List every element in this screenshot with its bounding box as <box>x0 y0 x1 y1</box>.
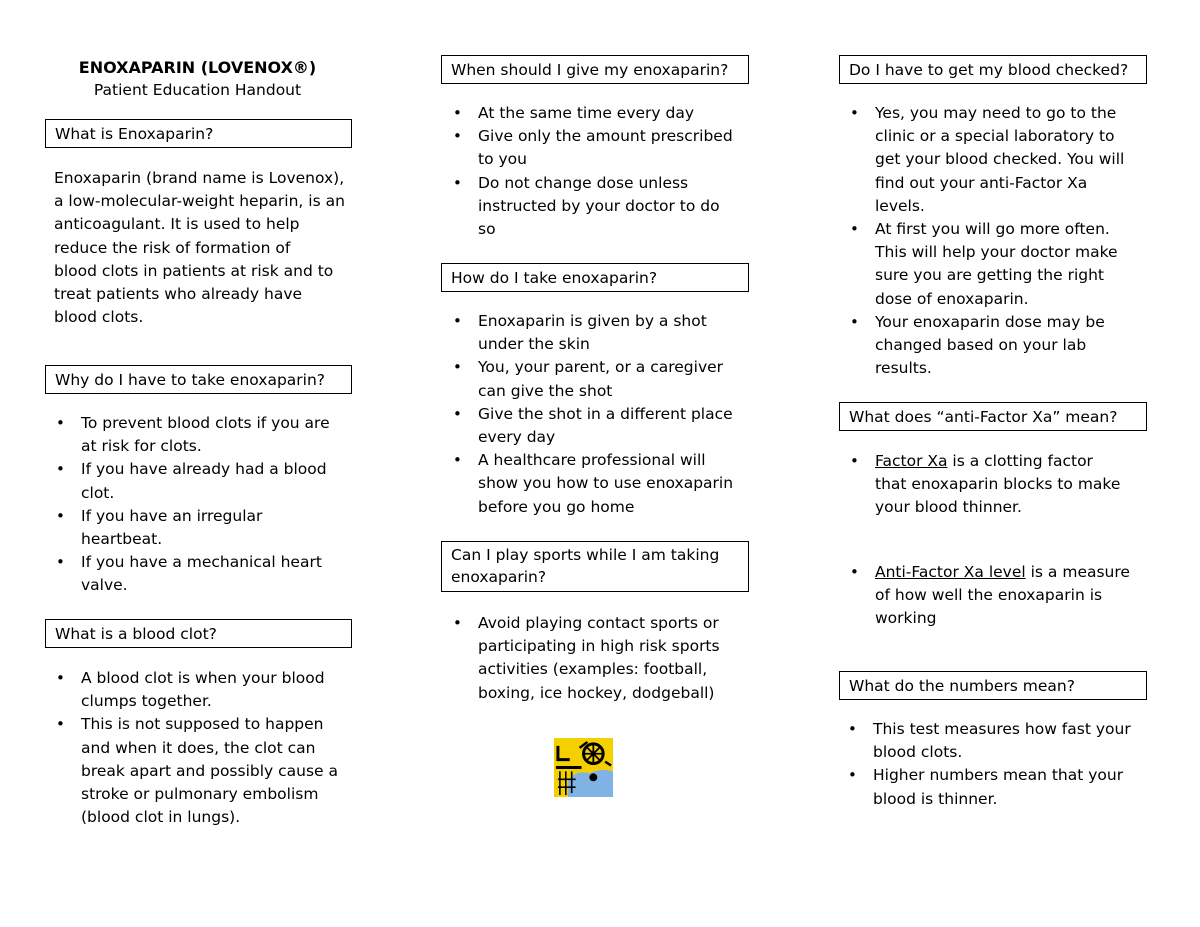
item-line: • At first you will go more often. <box>875 220 1110 239</box>
item-line: • This is not supposed to happen <box>81 715 324 734</box>
item-line: sure you are getting the right <box>875 266 1105 285</box>
item-line: • You, your parent, or a caregiver <box>478 358 724 377</box>
heading-text: How do I take enoxaparin? <box>451 269 658 287</box>
list-item <box>451 125 771 171</box>
item-line: stroke or pulmonary embolism <box>81 785 319 804</box>
how-take-list <box>451 310 771 519</box>
item-line: • If you have an irregular <box>81 506 263 525</box>
blood-checked-list <box>848 102 1168 380</box>
paragraph-line: Enoxaparin (brand name is Lovenox), <box>54 169 345 187</box>
item-line: that enoxaparin blocks to make <box>875 475 1121 494</box>
heading-text: What does “anti-Factor Xa” mean? <box>849 408 1118 426</box>
item-text: is a measure <box>1025 563 1130 581</box>
heading-text: What is Enoxaparin? <box>55 125 214 143</box>
list-item <box>451 356 771 402</box>
item-line: valve. <box>81 576 128 595</box>
heading-text: What is a blood clot? <box>55 625 217 643</box>
list-item <box>54 412 374 458</box>
item-line: can give the shot <box>478 381 613 400</box>
list-item <box>848 218 1168 311</box>
heading-text: What do the numbers mean? <box>849 677 1075 695</box>
numbers-list <box>846 718 1168 811</box>
list-item <box>54 458 374 504</box>
item-line: • If you have already had a blood <box>81 460 327 479</box>
item-line: • A healthcare professional will <box>478 451 706 470</box>
heading-text: Why do I have to take enoxaparin? <box>55 371 326 389</box>
item-line: • Yes, you may need to go to the <box>875 104 1117 122</box>
item-text: is a clotting factor <box>947 452 1093 470</box>
heading-anti-factor <box>839 402 1147 431</box>
list-item <box>848 561 1168 631</box>
item-line: • Your enoxaparin dose may be <box>875 312 1105 331</box>
item-line: • If you have a mechanical heart <box>81 553 322 572</box>
heading-how-take <box>441 263 749 292</box>
page-subtitle: Patient Education Handout <box>93 81 302 99</box>
item-line: heartbeat. <box>81 530 163 549</box>
list-item <box>848 450 1168 520</box>
item-line: • To prevent blood clots if you are <box>81 414 330 432</box>
item-line: blood is thinner. <box>873 789 998 808</box>
list-item <box>451 310 771 356</box>
why-take-list <box>54 412 374 598</box>
item-line: results. <box>875 359 932 378</box>
item-line: get your blood checked. You will <box>875 150 1125 169</box>
sports-list <box>451 612 771 705</box>
heading-text-line-2: enoxaparin? <box>451 568 547 586</box>
heading-blood-checked <box>839 55 1147 84</box>
paragraph-line: a low-molecular-weight heparin, is an <box>54 192 345 211</box>
list-item <box>54 551 374 597</box>
item-line: and when it does, the clot can <box>81 738 316 757</box>
paragraph-line: reduce the risk of formation of <box>54 238 291 257</box>
item-line: so <box>478 220 496 239</box>
page-title: ENOXAPARIN (LOVENOX®) <box>78 58 317 77</box>
list-item <box>54 713 374 829</box>
item-line: activities (examples: football, <box>478 660 708 679</box>
item-line: participating in high risk sports <box>478 637 720 656</box>
list-item <box>451 449 771 519</box>
item-line: show you how to use enoxaparin <box>478 474 734 493</box>
list-item <box>848 102 1168 218</box>
item-line: • Higher numbers mean that your <box>873 766 1124 785</box>
item-line: • At the same time every day <box>478 104 695 122</box>
paragraph-line: anticoagulant. It is used to help <box>54 215 300 234</box>
item-line: • Do not change dose unless <box>478 173 689 192</box>
heading-numbers <box>839 671 1147 700</box>
list-item <box>54 505 374 551</box>
item-line: to you <box>478 150 527 169</box>
paragraph-line: blood clots. <box>54 308 144 327</box>
item-line: your blood thinner. <box>875 498 1022 517</box>
item-line: working <box>875 609 937 628</box>
item-line: instructed by your doctor to do <box>478 196 720 215</box>
list-item <box>846 764 1168 810</box>
paragraph-line: blood clots in patients at risk and to <box>54 261 334 280</box>
blood-clot-list <box>54 667 374 829</box>
item-line: find out your anti-Factor Xa <box>875 173 1088 192</box>
heading-text-line-1: Can I play sports while I am taking <box>451 546 720 564</box>
sports-clipart-icon <box>554 738 613 797</box>
heading-why-take <box>45 365 352 394</box>
heading-text: When should I give my enoxaparin? <box>451 61 729 79</box>
item-line: clot. <box>81 483 115 502</box>
when-give-list <box>451 102 771 241</box>
item-line: This will help your doctor make <box>875 243 1118 262</box>
item-line: changed based on your lab <box>875 336 1087 355</box>
item-line: (blood clot in lungs). <box>81 808 241 827</box>
what-is-paragraph <box>54 167 374 329</box>
anti-factor-list-2 <box>848 561 1168 631</box>
list-item <box>846 718 1168 764</box>
term-anti-factor-xa-level: Anti-Factor Xa level <box>875 563 1026 581</box>
item-line: • Give only the amount prescribed <box>478 127 733 146</box>
item-line: • Avoid playing contact sports or <box>478 614 719 632</box>
item-line: • This test measures how fast your <box>873 720 1131 738</box>
item-line: under the skin <box>478 335 590 354</box>
item-line: clumps together. <box>81 692 212 711</box>
item-line: • Enoxaparin is given by a shot <box>478 312 707 330</box>
list-item <box>451 102 771 125</box>
item-line: • A blood clot is when your blood <box>81 669 325 687</box>
item-line: dose of enoxaparin. <box>875 289 1029 308</box>
term-factor-xa: Factor Xa <box>875 452 948 470</box>
list-item <box>848 311 1168 381</box>
list-item <box>54 667 374 713</box>
item-line: clinic or a special laboratory to <box>875 127 1115 146</box>
item-line: before you go home <box>478 497 635 516</box>
list-item <box>451 172 771 242</box>
heading-what-is-enoxaparin <box>45 119 352 148</box>
item-line: boxing, ice hockey, dodgeball) <box>478 683 715 702</box>
item-line: of how well the enoxaparin is <box>875 586 1103 605</box>
paragraph-line: treat patients who already have <box>54 285 303 304</box>
item-line: at risk for clots. <box>81 437 202 456</box>
list-item <box>451 612 771 705</box>
anti-factor-list-1 <box>848 450 1168 520</box>
item-line: every day <box>478 428 556 447</box>
item-line: blood clots. <box>873 743 963 762</box>
item-line: levels. <box>875 196 925 215</box>
item-line: • Give the shot in a different place <box>478 404 733 423</box>
heading-blood-clot <box>45 619 352 648</box>
list-item <box>451 403 771 449</box>
heading-text: Do I have to get my blood checked? <box>849 61 1129 79</box>
item-line: break apart and possibly cause a <box>81 761 339 780</box>
heading-sports <box>441 541 749 592</box>
heading-when-give <box>441 55 749 84</box>
